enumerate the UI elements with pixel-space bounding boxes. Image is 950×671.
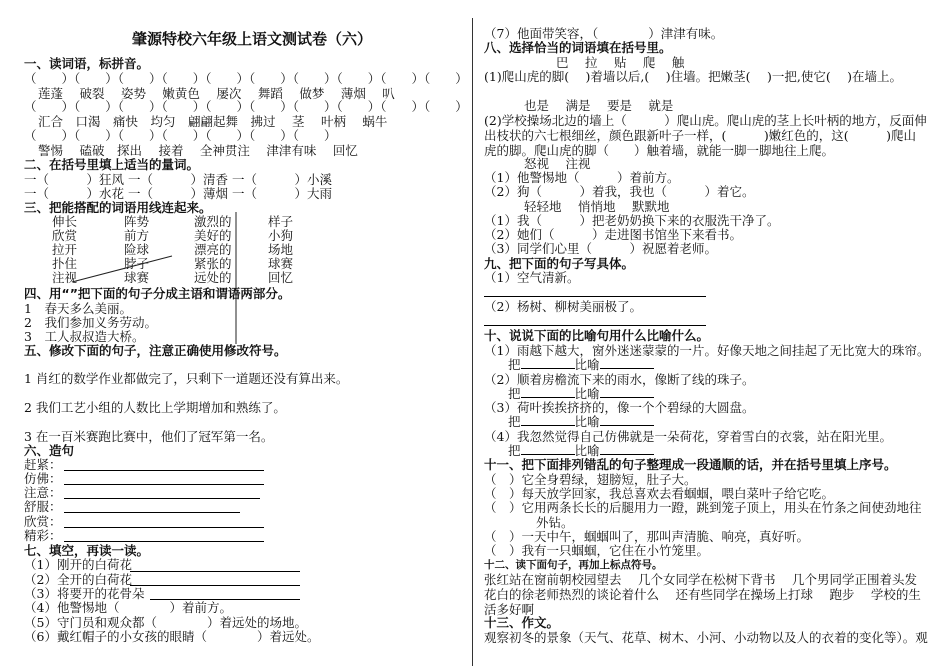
metaphor-answer [508, 386, 654, 401]
section-1-heading: 一、读词语，标拼音。 [24, 56, 150, 71]
correction-item: 1 肖红的数学作业都做完了，只剩下一道题还没有算出来。 [24, 371, 349, 386]
section-7-heading: 七、填空，再读一读。 [24, 543, 150, 558]
biyu-label: 比喻 [574, 414, 600, 429]
metaphor-answer [508, 357, 654, 372]
words-row-3: 警惕 磕破 探出 接着 全神贯注 津津有味 回忆 [38, 143, 358, 158]
make-sentence-label: 仿佛： [24, 471, 62, 486]
section-9-heading: 九、把下面的句子写具体。 [484, 256, 635, 271]
words-row-1: 莲蓬 破裂 姿势 嫩黄色 屡次 舞蹈 做梦 薄烟 叭 [38, 86, 395, 101]
sentence-item: 2 我们参加义务劳动。 [24, 315, 157, 330]
answer-blank[interactable] [600, 454, 654, 455]
section-10-heading: 十、说说下面的比喻句用什么比喻什么。 [484, 328, 710, 343]
column-divider [472, 18, 473, 666]
pinyin-blanks-row-1: （ ）（ ）（ ）（ ）（ ）（ ）（ ）（ ）（ ）（ ） [24, 71, 468, 86]
match-col4-item: 样子 [268, 214, 294, 229]
correction-item: 2 我们工艺小组的人数比上学期增加和熟练了。 [24, 400, 286, 415]
fill-item: （3）将要开的花骨朵 [24, 586, 145, 601]
composition-prompt: 观察初冬的景象（天气、花草、树木、小河、小动物以及人的衣着的变化等）。观 [484, 630, 928, 645]
fill-item: （6）戴红帽子的小女孩的眼睛（ ）着远处。 [24, 629, 320, 644]
match-col3-item: 紧张的 [194, 256, 232, 271]
answer-line[interactable] [64, 484, 264, 485]
word-choices: 怒视 注视 [524, 156, 591, 171]
metaphor-item: （1）雨越下越大，窗外迷迷蒙蒙的一片。好像天地之间挂起了无比宽大的珠帘。 [484, 343, 930, 358]
biyu-label: 比喻 [574, 357, 600, 372]
match-col4-item: 小狗 [268, 228, 294, 243]
answer-blank[interactable] [600, 425, 654, 426]
sentence-item: 1 春天多么美丽。 [24, 301, 132, 316]
sentence-item: 3 工人叔叔造大桥。 [24, 329, 145, 344]
paragraph-item: (1)爬山虎的脚( )着墙以后,( )住墙。把嫩茎( )一把,使它( )在墙上。 [484, 69, 903, 84]
match-col2-item: 阵势 [124, 214, 150, 229]
answer-blank[interactable] [521, 368, 575, 369]
word-choices: 巴 拉 贴 爬 触 [556, 55, 685, 70]
match-col2-item: 险球 [124, 242, 150, 257]
match-col4-item: 球赛 [268, 256, 294, 271]
paragraph-item: (2)学校操场北边的墙上（ ）爬山虎。爬山虎的茎上长叶柄的地方，反面伸出枝状的六七根细丝，颜色跟新叶子一样，( )嫩红色的，这( )爬山虎的脚。爬山虎的脚（ ）触着墙，就能一脚一脚地往上爬。 [484, 113, 927, 158]
answer-blank[interactable] [521, 397, 575, 398]
match-col2-item: 球赛 [124, 270, 150, 285]
pinyin-blanks-row-2: （ ）（ ）（ ）（ ）（ ）（ ）（ ）（ ）（ ）（ ） [24, 99, 468, 114]
answer-line[interactable] [130, 585, 300, 586]
section-11-heading: 十一、把下面排列错乱的句子整理成一段通顺的话，并在括号里填上序号。 [484, 457, 897, 472]
order-item: （ ）我有一只蝈蝈，它住在小竹笼里。 [484, 543, 710, 558]
fill-item: （7）他面带笑容，（ ）津津有味。 [484, 26, 724, 41]
section-13-heading: 十三、作文。 [484, 615, 560, 630]
measure-words-row-2: 一（ ）水花 一（ ）薄烟 一（ ）大雨 [24, 186, 332, 201]
match-col2-item: 脖子 [124, 256, 150, 271]
make-sentence-label: 欣赏： [24, 514, 62, 529]
section-12-heading: 十二、读下面句子，再加上标点符号。 [484, 559, 663, 571]
fill-item: （2）她们（ ）走进图书馆坐下来看书。 [484, 227, 742, 242]
answer-line[interactable] [64, 512, 240, 513]
metaphor-answer [508, 443, 654, 458]
section-5-heading: 五、修改下面的句子，注意正确使用修改符号。 [24, 343, 287, 358]
ba-label: 把 [508, 443, 521, 458]
make-sentence-label: 舒服： [24, 499, 62, 514]
answer-line[interactable] [130, 571, 300, 572]
biyu-label: 比喻 [574, 443, 600, 458]
fill-item: （1）他警惕地（ ）着前方。 [484, 170, 680, 185]
fill-item: （3）同学们心里（ ）祝愿着老师。 [484, 241, 717, 256]
metaphor-item: （2）顺着房檐流下来的雨水，像断了线的珠子。 [484, 372, 755, 387]
answer-blank[interactable] [521, 425, 575, 426]
match-stroke [72, 256, 172, 282]
order-item: （ ）一天中午，蝈蝈叫了，那叫声清脆、响亮，真好听。 [484, 529, 810, 544]
answer-line[interactable] [64, 498, 260, 499]
biyu-label: 比喻 [574, 386, 600, 401]
pinyin-blanks-row-3: （ ）（ ）（ ）（ ）（ ）（ ）（ ） [24, 128, 337, 143]
expand-item: （1）空气清新。 [484, 270, 580, 285]
answer-blank[interactable] [521, 454, 575, 455]
match-col1-item: 扑住 [52, 256, 78, 271]
answer-line[interactable] [64, 541, 264, 542]
ba-label: 把 [508, 386, 521, 401]
fill-item: （2）狗（ ）着我，我也（ ）着它。 [484, 184, 755, 199]
ba-label: 把 [508, 357, 521, 372]
fill-item: （2）全开的白荷花 [24, 572, 132, 587]
order-item-continued: 外钻。 [536, 515, 574, 530]
match-col2-item: 前方 [124, 228, 150, 243]
answer-line[interactable] [484, 325, 706, 326]
match-col1-item: 欣赏 [52, 228, 78, 243]
word-choices: 轻轻地 悄悄地 默默地 [524, 199, 670, 214]
match-col4-item: 场地 [268, 242, 294, 257]
section-4-heading: 四、用“”把下面的句子分成主语和谓语两部分。 [24, 286, 291, 301]
make-sentence-label: 精彩： [24, 528, 62, 543]
words-row-2: 汇合 口渴 痛快 均匀 翩翩起舞 拂过 茎 叶柄 蜗牛 [38, 114, 388, 129]
section-2-heading: 二、在括号里填上适当的量词。 [24, 157, 200, 172]
correction-item: 3 在一百米赛跑比赛中，他们了冠军第一名。 [24, 429, 274, 444]
match-col1-item: 注视 [52, 270, 78, 285]
match-col3-item: 激烈的 [194, 214, 232, 229]
section-3-heading: 三、把能搭配的词语用线连起来。 [24, 200, 212, 215]
fill-item: （4）他警惕地（ ）着前方。 [24, 600, 232, 615]
match-col3-item: 美好的 [194, 228, 232, 243]
page-title: 肇源特校六年级上语文测试卷（六） [132, 30, 373, 48]
match-col3-item: 漂亮的 [194, 242, 232, 257]
answer-line[interactable] [64, 470, 264, 471]
answer-line[interactable] [64, 527, 264, 528]
answer-blank[interactable] [600, 397, 654, 398]
make-sentence-label: 注意： [24, 485, 62, 500]
match-col1-item: 伸长 [52, 214, 78, 229]
answer-blank[interactable] [600, 368, 654, 369]
order-item: （ ）它用两条长长的后腿用力一蹬，跳到笼子顶上，用头在竹条之间使劲地往 [484, 500, 922, 515]
metaphor-answer [508, 414, 654, 429]
measure-words-row-1: 一（ ）狂风 一（ ）清香 一（ ）小溪 [24, 172, 332, 187]
match-col4-item: 回忆 [268, 270, 294, 285]
answer-line[interactable] [484, 296, 706, 297]
expand-item: （2）杨树、柳树美丽极了。 [484, 299, 642, 314]
fill-item: （1）我（ ）把老奶奶换下来的衣服洗干净了。 [484, 213, 780, 228]
match-col3-item: 远处的 [194, 270, 232, 285]
make-sentence-label: 赶紧： [24, 457, 62, 472]
section-8-heading: 八、选择恰当的词语填在括号里。 [484, 40, 672, 55]
metaphor-item: （4）我忽然觉得自己仿佛就是一朵荷花，穿着雪白的衣裳，站在阳光里。 [484, 429, 892, 444]
word-choices: 也是 满是 要是 就是 [524, 98, 674, 113]
order-item: （ ）每天放学回家，我总喜欢去看蝈蝈，喂白菜叶子给它吃。 [484, 486, 835, 501]
fill-item: （5）守门员和观众都（ ）着远处的场地。 [24, 615, 307, 630]
section-6-heading: 六、造句 [24, 443, 75, 458]
order-item: （ ）它全身碧绿，翅膀短，肚子大。 [484, 472, 697, 487]
ba-label: 把 [508, 414, 521, 429]
match-col1-item: 拉开 [52, 242, 78, 257]
metaphor-item: （3）荷叶挨挨挤挤的，像一个个碧绿的大圆盘。 [484, 400, 755, 415]
punctuation-text: 张红站在窗前朝校园望去 几个女同学在松树下背书 几个男同学正围着头发花白的徐老师热烈的谈论着什么 还有些同学在操场上打球 跑步 学校的生活多好啊 [484, 572, 921, 617]
fill-item: （1）刚开的白荷花 [24, 557, 132, 572]
